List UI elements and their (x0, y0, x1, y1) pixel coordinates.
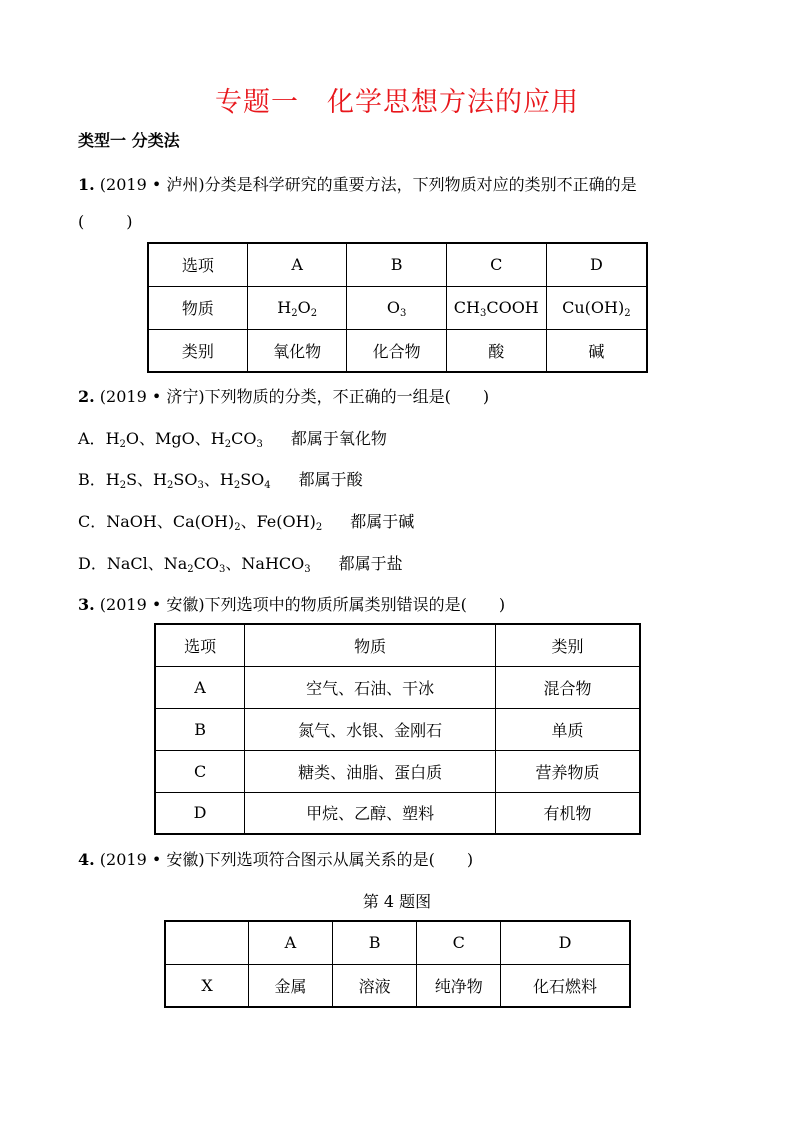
question-number: 3. (78, 595, 95, 614)
q3-table (154, 623, 641, 835)
table-cell (165, 921, 249, 964)
table-cell: 混合物 (496, 666, 640, 708)
question-2 (78, 384, 489, 407)
table-cell: D (546, 243, 647, 286)
table-cell: B (332, 921, 417, 964)
formula-cell: $CH_3COOH$ (446, 286, 546, 329)
table-row (155, 624, 640, 666)
table-cell: 纯净物 (417, 964, 501, 1007)
table-cell: B (347, 243, 446, 286)
table-cell: 溶液 (332, 964, 417, 1007)
table-cell: 选项 (155, 624, 245, 666)
table-cell: 有机物 (496, 792, 640, 834)
table-cell: A (155, 666, 245, 708)
option-label: C． (78, 512, 107, 531)
table-row (165, 921, 630, 964)
question-text: (2019 • 安徽)下列选项中的物质所属类别错误的是( ) (99, 595, 506, 614)
answer-blank (78, 212, 133, 231)
question-number: 1. (78, 175, 95, 194)
table-cell: 物质 (148, 286, 247, 329)
question-text: (2019 • 济宁)下列物质的分类，不正确的一组是( ) (99, 387, 490, 406)
table-cell: 化石燃料 (501, 964, 630, 1007)
question-number: 2. (78, 387, 95, 406)
paren-open: ( (78, 212, 85, 231)
formula-cell: $H_2O_2$ (247, 286, 347, 329)
table-cell: 氧化物 (247, 329, 347, 372)
question-1 (78, 172, 637, 195)
question-4 (78, 847, 473, 870)
table-cell: 类别 (148, 329, 247, 372)
table-cell: D (501, 921, 630, 964)
table-row (155, 666, 640, 708)
table-cell: 空气、石油、干冰 (245, 666, 496, 708)
table-cell: 甲烷、乙醇、塑料 (245, 792, 496, 834)
figure-caption: 第 4 题图 (362, 892, 432, 911)
option-category: 都属于酸 (298, 470, 363, 489)
table-cell: 营养物质 (496, 750, 640, 792)
table-cell: A (249, 921, 333, 964)
formula-cell: $O_3$ (347, 286, 446, 329)
question-text: (2019 • 泸州)分类是科学研究的重要方法，下列物质对应的类别不正确的是 (99, 175, 637, 194)
table-cell: 选项 (148, 243, 247, 286)
table-cell: X (165, 964, 249, 1007)
page-title: 专题一 化学思想方法的应用 (215, 87, 579, 118)
q1-table (147, 242, 648, 373)
table-cell: C (417, 921, 501, 964)
table-cell: C (155, 750, 245, 792)
option-category: 都属于氧化物 (290, 429, 387, 448)
table-cell: D (155, 792, 245, 834)
question-number: 4. (78, 850, 95, 869)
table-row (165, 964, 630, 1007)
formula-cell: $Cu(OH)_2$ (546, 286, 647, 329)
option-category: 都属于盐 (338, 554, 403, 573)
option-category: 都属于碱 (350, 512, 415, 531)
option-label: D． (78, 554, 107, 573)
table-cell: 酸 (446, 329, 546, 372)
question-3 (78, 592, 505, 615)
table-cell: 类别 (496, 624, 640, 666)
table-row (148, 286, 647, 329)
table-row (155, 750, 640, 792)
table-row (155, 708, 640, 750)
table-cell: A (247, 243, 347, 286)
option-a: A．$H_2O$、MgO、$H_2CO_3$ 都属于氧化物 (78, 426, 387, 449)
section-heading: 类型一 分类法 (78, 131, 180, 150)
q4-table (164, 920, 631, 1008)
paren-close: ) (126, 212, 133, 231)
table-cell: C (446, 243, 546, 286)
table-cell: 化合物 (347, 329, 446, 372)
table-cell: 金属 (249, 964, 333, 1007)
table-cell: 碱 (546, 329, 647, 372)
option-b: B．$H_2S$、$H_2SO_3$、$H_2SO_4$ 都属于酸 (78, 467, 363, 490)
table-cell: B (155, 708, 245, 750)
table-cell: 单质 (496, 708, 640, 750)
question-text: (2019 • 安徽)下列选项符合图示从属关系的是( ) (99, 850, 474, 869)
option-c: C．NaOH、$Ca(OH)_2$、$Fe(OH)_2$ 都属于碱 (78, 509, 414, 532)
table-row (148, 243, 647, 286)
option-label: B． (78, 470, 106, 489)
table-cell: 糖类、油脂、蛋白质 (245, 750, 496, 792)
table-row (155, 792, 640, 834)
table-cell: 物质 (245, 624, 496, 666)
option-label: A． (78, 429, 106, 448)
option-d: D．NaCl、$Na_2CO_3$、NaHCO$_3$ 都属于盐 (78, 551, 403, 574)
table-cell: 氮气、水银、金刚石 (245, 708, 496, 750)
table-row (148, 329, 647, 372)
